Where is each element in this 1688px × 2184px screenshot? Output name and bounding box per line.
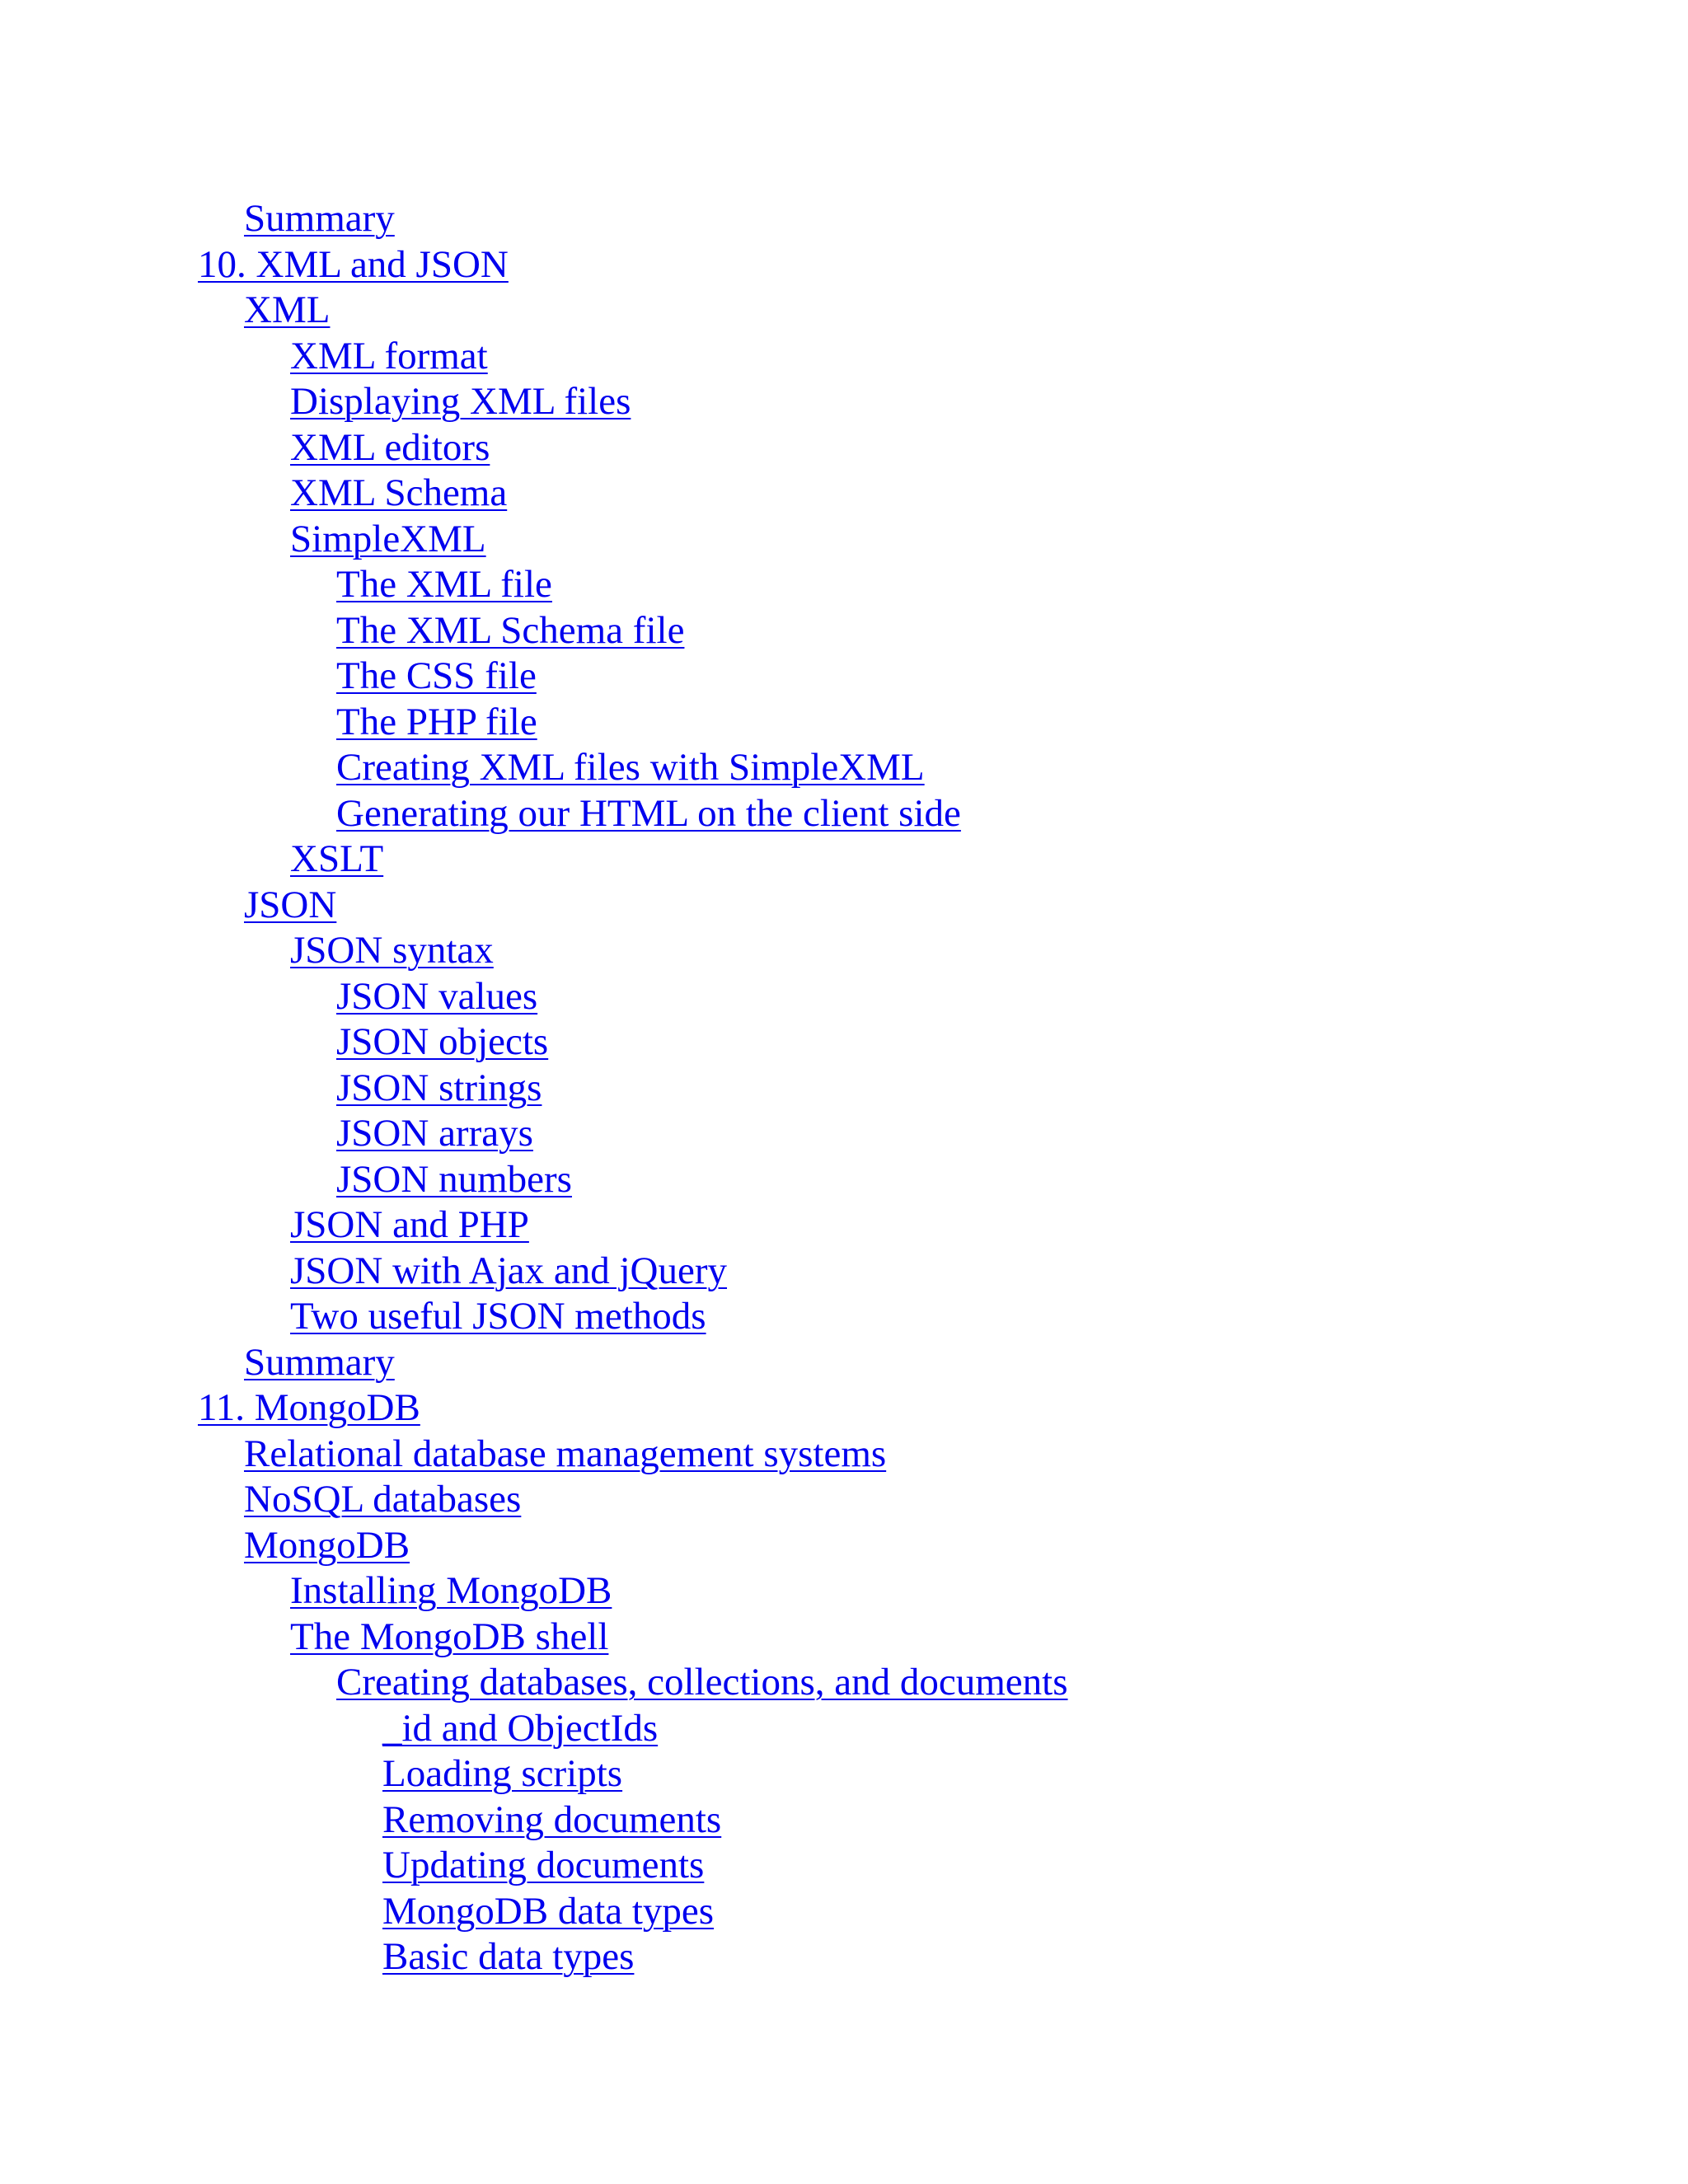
toc-link[interactable]: Removing documents: [382, 1797, 722, 1841]
toc-link[interactable]: XML editors: [290, 425, 490, 469]
toc-item: [198, 1660, 1068, 1706]
toc-link[interactable]: JSON strings: [336, 1066, 542, 1109]
toc-link[interactable]: 11. MongoDB: [198, 1386, 420, 1429]
toc-item: [198, 196, 1068, 242]
toc-link[interactable]: Creating XML files with SimpleXML: [336, 746, 925, 789]
toc-item: [198, 1797, 1068, 1844]
toc-item: [198, 1889, 1068, 1935]
toc-item: [198, 837, 1068, 883]
toc-item: [198, 1340, 1068, 1386]
toc-link[interactable]: XML: [244, 288, 331, 331]
toc-link[interactable]: JSON syntax: [290, 929, 494, 972]
toc-link[interactable]: MongoDB: [244, 1523, 410, 1567]
toc-item: [198, 242, 1068, 288]
toc-item: [198, 1432, 1068, 1478]
toc-item: [198, 608, 1068, 654]
toc-link[interactable]: JSON and PHP: [290, 1203, 529, 1246]
toc-link[interactable]: SimpleXML: [290, 517, 486, 560]
toc-link[interactable]: XSLT: [290, 837, 384, 880]
toc-link[interactable]: Loading scripts: [382, 1752, 623, 1795]
toc-link[interactable]: 10. XML and JSON: [198, 242, 509, 286]
toc-link[interactable]: Relational database management systems: [244, 1432, 887, 1475]
toc-link[interactable]: The XML Schema file: [336, 608, 685, 652]
toc-link[interactable]: Summary: [244, 1340, 395, 1384]
toc-link[interactable]: JSON numbers: [336, 1157, 572, 1201]
toc-link[interactable]: Two useful JSON methods: [290, 1295, 706, 1338]
toc-link[interactable]: Basic data types: [382, 1935, 635, 1978]
toc-item: [198, 517, 1068, 563]
toc-link[interactable]: Creating databases, collections, and documents: [336, 1661, 1068, 1704]
toc-item: [198, 1934, 1068, 1980]
toc-link[interactable]: JSON: [244, 883, 337, 926]
toc-link[interactable]: Generating our HTML on the client side: [336, 791, 961, 835]
toc-item: [198, 425, 1068, 471]
toc-item: [198, 745, 1068, 791]
toc-link[interactable]: JSON values: [336, 974, 538, 1018]
toc-item: [198, 1843, 1068, 1889]
toc-link[interactable]: JSON arrays: [336, 1112, 533, 1155]
toc-item: [198, 379, 1068, 425]
toc-item: [198, 654, 1068, 700]
toc-item: [198, 1294, 1068, 1340]
toc-item: [198, 334, 1068, 380]
toc-item: [198, 1706, 1068, 1752]
toc-link[interactable]: XML Schema: [290, 471, 508, 514]
table-of-contents: [198, 196, 1068, 1980]
toc-item: [198, 1477, 1068, 1523]
toc-item: [198, 1111, 1068, 1157]
toc-item: [198, 1615, 1068, 1661]
toc-link[interactable]: Installing MongoDB: [290, 1569, 612, 1612]
toc-link[interactable]: The MongoDB shell: [290, 1615, 609, 1658]
toc-item: [198, 1385, 1068, 1432]
toc-link[interactable]: JSON with Ajax and jQuery: [290, 1249, 728, 1292]
toc-link[interactable]: XML format: [290, 334, 488, 377]
toc-link[interactable]: NoSQL databases: [244, 1478, 522, 1521]
toc-link[interactable]: MongoDB data types: [382, 1889, 715, 1933]
toc-item: [198, 1568, 1068, 1615]
toc-item: [198, 928, 1068, 974]
toc-link[interactable]: Displaying XML files: [290, 380, 631, 423]
toc-link[interactable]: JSON objects: [336, 1020, 549, 1063]
toc-link[interactable]: _id and ObjectIds: [382, 1706, 659, 1750]
toc-item: [198, 1066, 1068, 1112]
toc-item: [198, 791, 1068, 837]
toc-link[interactable]: The PHP file: [336, 700, 537, 743]
toc-item: [198, 1157, 1068, 1203]
toc-item: [198, 700, 1068, 746]
toc-item: [198, 974, 1068, 1020]
toc-item: [198, 883, 1068, 929]
toc-item: [198, 471, 1068, 517]
toc-item: [198, 288, 1068, 334]
toc-item: [198, 1523, 1068, 1569]
toc-item: [198, 1202, 1068, 1249]
toc-link[interactable]: The CSS file: [336, 654, 537, 697]
toc-link[interactable]: Summary: [244, 197, 395, 240]
toc-item: [198, 562, 1068, 608]
toc-item: [198, 1249, 1068, 1295]
toc-link[interactable]: Updating documents: [382, 1844, 705, 1886]
toc-item: [198, 1019, 1068, 1066]
toc-link[interactable]: The XML file: [336, 563, 552, 606]
toc-item: [198, 1751, 1068, 1797]
